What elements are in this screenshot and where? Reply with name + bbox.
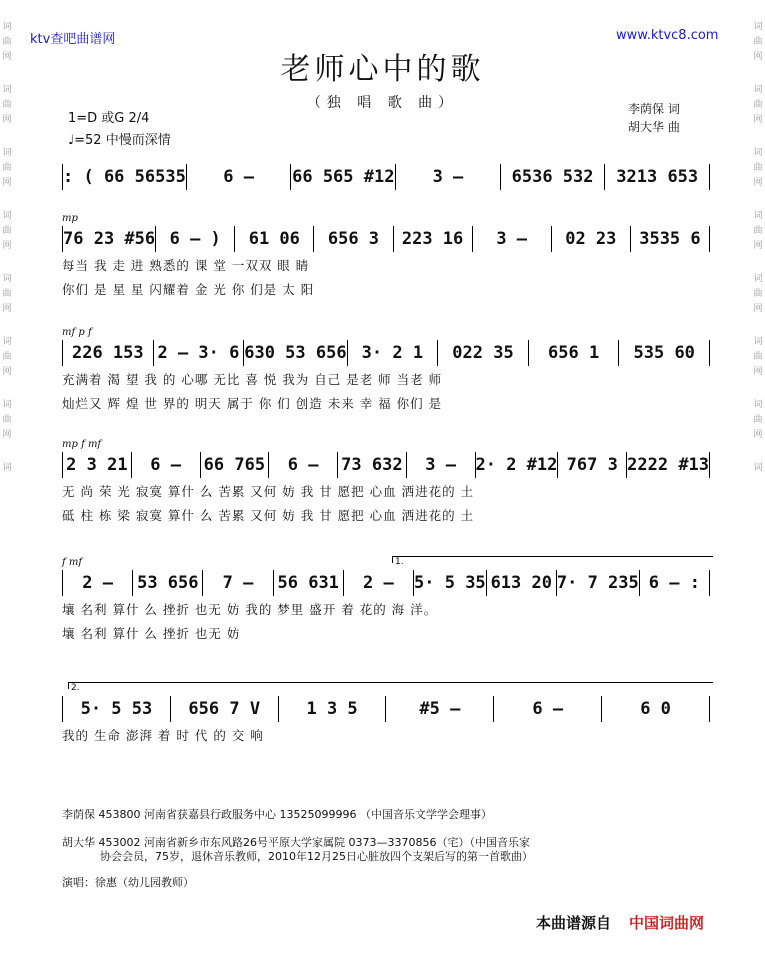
watermark-char: 词 <box>753 337 763 347</box>
lyrics-verse-1: 我的 生命 澎湃 着 时 代 的 交 响 <box>62 728 264 743</box>
lyricist-contact: 李荫保 453800 河南省获嘉县行政服务中心 13525099996 （中国音乐文学学会理事） <box>62 808 492 821</box>
lyrics-verse-2: 灿烂又 辉 煌 世 界的 明天 属于 你 们 创造 未来 幸 福 你们 是 <box>62 396 443 411</box>
dynamics-row: f mf <box>62 557 83 568</box>
measure: 3535 6 <box>639 229 701 249</box>
dynamics-row <box>62 150 710 164</box>
composer-contact: 胡大华 453002 河南省新乡市东风路26号平原大学家属院 0373—3370856（宅）（中国音乐家 <box>62 836 530 849</box>
lyrics-verse-2: 砥 柱 栋 梁 寂寞 算什 么 苦累 又何 妨 我 甘 愿把 心血 洒进花的 土 <box>62 508 475 523</box>
watermark-char: 词 <box>2 211 12 221</box>
measure: 56 631 <box>274 570 344 596</box>
watermark-char: 曲 <box>753 289 763 299</box>
watermark-char: 词 <box>753 22 763 32</box>
watermark-char: 曲 <box>2 352 12 362</box>
measure: 2· 2 #12 <box>476 452 559 478</box>
measure: 656 7 V <box>171 696 279 722</box>
watermark-char: 曲 <box>2 100 12 110</box>
measure: 6 – <box>132 452 201 478</box>
measure: 76 23 #56 <box>63 226 156 252</box>
source-site-link[interactable]: 中国词曲网 <box>629 914 705 932</box>
watermark-char: 网 <box>2 304 12 314</box>
measure: 7· 7 235 <box>557 570 640 596</box>
watermark-char: 词 <box>753 463 763 473</box>
composer-credit: 胡大华 曲 <box>628 120 680 134</box>
watermark-char: 网 <box>753 241 763 251</box>
measure: : ( 66 56535 <box>63 164 187 190</box>
measure: 223 16 <box>394 226 473 252</box>
watermark-char: 词 <box>2 148 12 158</box>
measure: 767 3 <box>558 452 627 478</box>
measure: 66 565 #12 <box>291 164 396 190</box>
notes-row <box>62 570 710 596</box>
measure: 3 – <box>396 164 501 190</box>
watermark-char: 词 <box>753 148 763 158</box>
score-system-3 <box>62 326 710 414</box>
measure: 53 656 <box>133 570 203 596</box>
watermark-char: 网 <box>753 367 763 377</box>
left-watermark-strip <box>0 0 14 960</box>
watermark-char: 词 <box>753 400 763 410</box>
header-right-link[interactable]: www.ktvc8.com <box>616 28 719 43</box>
watermark-char: 词 <box>753 85 763 95</box>
watermark-char: 词 <box>2 400 12 410</box>
measure: 7 – <box>203 570 273 596</box>
key-signature: 1=D 或G 2/4 <box>68 111 150 126</box>
watermark-char: 词 <box>2 337 12 347</box>
measure: 022 35 <box>438 340 529 366</box>
score-system-1 <box>62 150 710 190</box>
watermark-char: 网 <box>753 178 763 188</box>
header-left-link[interactable]: ktv查吧曲谱网 <box>30 32 116 47</box>
right-watermark-strip <box>751 0 765 960</box>
watermark-char: 词 <box>2 85 12 95</box>
measure: 2 – <box>344 570 414 596</box>
watermark-char: 网 <box>753 430 763 440</box>
watermark-char: 曲 <box>753 37 763 47</box>
second-ending-bracket: 2. <box>68 682 713 689</box>
score-system-4 <box>62 438 710 526</box>
source-credit <box>536 912 704 933</box>
watermark-char: 网 <box>753 304 763 314</box>
watermark-char: 词 <box>2 22 12 32</box>
lyrics-verse-1: 无 尚 荣 光 寂寞 算什 么 苦累 又何 妨 我 甘 愿把 心血 洒进花的 土 <box>62 484 475 499</box>
measure: 6 – ) <box>156 226 235 252</box>
measure: 73 632 <box>338 452 407 478</box>
song-subtitle: （独 唱 歌 曲） <box>306 95 459 111</box>
song-title: 老师心中的歌 <box>280 52 485 87</box>
quarter-note-icon: ♩ <box>68 133 75 148</box>
watermark-char: 网 <box>2 115 12 125</box>
watermark-char: 网 <box>753 115 763 125</box>
lyrics-verse-1: 每当 我 走 进 熟悉的 课 堂 一双双 眼 睛 <box>62 258 310 273</box>
watermark-char: 网 <box>2 430 12 440</box>
watermark-char: 曲 <box>2 226 12 236</box>
measure: 2 3 21 <box>63 452 132 478</box>
first-ending-bracket: 1. <box>392 556 713 563</box>
notes-row <box>62 226 710 252</box>
lyrics-verse-2: 你们 是 星 星 闪耀着 金 光 你 们是 太 阳 <box>62 282 315 297</box>
measure: 61 06 <box>235 226 314 252</box>
measure: 2 – <box>63 570 133 596</box>
dynamics-row: mp <box>62 213 78 224</box>
watermark-char: 词 <box>753 211 763 221</box>
watermark-char: 网 <box>2 52 12 62</box>
source-label: 本曲谱源自 <box>536 914 612 932</box>
composer-note: 协会会员，75岁，退休音乐教师，2010年12月25日心脏放四个支架后写的第一首歌曲） <box>100 850 533 863</box>
measure: 5· 5 53 <box>63 696 171 722</box>
watermark-char: 网 <box>2 178 12 188</box>
tempo-marking <box>68 129 171 148</box>
notes-row <box>62 696 710 722</box>
measure: 535 60 <box>633 343 695 363</box>
watermark-char: 曲 <box>753 352 763 362</box>
measure: 6 – <box>269 452 338 478</box>
lyricist-credit: 李荫保 词 <box>628 102 680 116</box>
watermark-char: 网 <box>753 52 763 62</box>
dynamics-row: mp f mf <box>62 439 102 450</box>
watermark-char: 曲 <box>2 37 12 47</box>
watermark-char: 曲 <box>2 163 12 173</box>
score-system-6 <box>62 682 710 746</box>
score-system-5 <box>62 556 710 644</box>
lyrics-verse-2: 壤 名利 算什 么 挫折 也无 妨 <box>62 626 241 641</box>
credits <box>628 100 680 136</box>
measure: #5 – <box>386 696 494 722</box>
measure: 02 23 <box>552 226 631 252</box>
performer: 演唱：徐惠（幼儿园教师） <box>62 876 194 889</box>
lyrics-verse-1: 壤 名利 算什 么 挫折 也无 妨 我的 梦里 盛开 着 花的 海 洋。 <box>62 602 438 617</box>
measure: 2 – 3· 6 <box>154 340 245 366</box>
measure: 3213 653 <box>616 167 699 187</box>
dynamics-row: mf p f <box>62 327 92 338</box>
measure: 5· 5 35 <box>414 570 487 596</box>
notes-row <box>62 452 710 478</box>
measure: 613 20 <box>487 570 557 596</box>
measure: 226 153 <box>63 340 154 366</box>
measure: 6 – <box>187 164 292 190</box>
watermark-char: 词 <box>2 463 12 473</box>
measure: 6536 532 <box>501 164 606 190</box>
watermark-char: 曲 <box>753 415 763 425</box>
lyrics-verse-1: 充满着 渴 望 我 的 心哪 无比 喜 悦 我为 自己 是老 师 当老 师 <box>62 372 443 387</box>
watermark-char: 曲 <box>753 226 763 236</box>
watermark-char: 网 <box>2 367 12 377</box>
measure: 3· 2 1 <box>348 340 439 366</box>
measure: 656 3 <box>314 226 393 252</box>
watermark-char: 曲 <box>2 289 12 299</box>
notes-row <box>62 164 710 190</box>
notes-row <box>62 340 710 366</box>
measure: 2222 #13 <box>627 455 710 475</box>
watermark-char: 网 <box>2 241 12 251</box>
measure: 6 – <box>494 696 602 722</box>
watermark-char: 曲 <box>753 100 763 110</box>
watermark-char: 词 <box>753 274 763 284</box>
score-system-2 <box>62 212 710 300</box>
watermark-char: 曲 <box>2 415 12 425</box>
measure: 3 – <box>473 226 552 252</box>
watermark-char: 曲 <box>753 163 763 173</box>
measure: 6 0 <box>640 699 671 719</box>
measure: 66 765 <box>201 452 270 478</box>
measure: 3 – <box>407 452 476 478</box>
measure: 630 53 656 <box>244 340 347 366</box>
measure: 656 1 <box>529 340 620 366</box>
watermark-char: 词 <box>2 274 12 284</box>
tempo-text: =52 中慢而深情 <box>74 133 171 148</box>
measure: 1 3 5 <box>279 696 387 722</box>
measure: 6 – : <box>648 573 700 593</box>
